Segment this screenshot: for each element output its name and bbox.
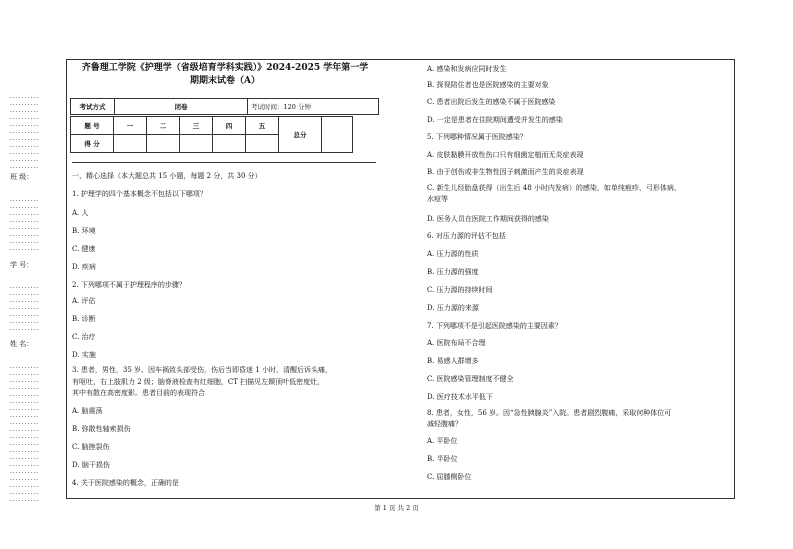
right-question-line: D. 医务人员在医院工作期间获得的感染 xyxy=(427,215,549,223)
left-question-line: D. 疾病 xyxy=(72,263,96,271)
right-question-line: A. 感染和发病应同时发生 xyxy=(427,65,507,73)
right-question-line: B. 易感人群增多 xyxy=(427,357,479,365)
left-question-line: 一、精心选择（本大题总共 15 小题，每题 2 分，共 30 分） xyxy=(72,172,262,180)
page-footer: 第 1 页 共 2 页 xyxy=(374,504,419,512)
exam-form-value: 闭卷 xyxy=(115,99,248,115)
student-id-label: 学 号： xyxy=(10,261,34,269)
exam-time: 考试时间：120 分钟 xyxy=(248,99,379,115)
score-label: 得 分 xyxy=(71,135,114,153)
left-question-line: A. 评估 xyxy=(72,297,96,305)
right-question-line: C. 压力源的持续时间 xyxy=(427,286,493,294)
right-question-line: B. 探视陪住者也是医院感染的主要对象 xyxy=(427,81,549,89)
binding-dots: ·········· ·········· ·········· ·········· ·········· ·········· ·········· ·········· ·········· ·········· ·········· ·········· ·········· ·········· ·········· ·········· ·········· ·········· ·········· ·········· xyxy=(10,365,40,505)
right-question-line: 减轻腹痛？ xyxy=(427,420,462,428)
right-question-line: B. 压力源的强度 xyxy=(427,268,479,276)
right-question-line: D. 医疗技术水平低下 xyxy=(427,393,493,401)
left-question-line: A. 人 xyxy=(72,209,89,217)
question-number-label: 题 号 xyxy=(71,117,114,135)
right-question-line: C. 医院感染管理制度不健全 xyxy=(427,375,514,383)
right-question-line: 7. 下列哪项不是引起医院感染的主要因素？ xyxy=(427,322,562,330)
right-question-line: A. 平卧位 xyxy=(427,437,458,445)
class-label: 班 级： xyxy=(10,173,34,181)
right-question-line: D. 压力源的来源 xyxy=(427,304,479,312)
left-question-line: A. 脑震荡 xyxy=(72,407,103,415)
right-question-column xyxy=(427,0,727,549)
right-question-line: C. 患者出院后发生的感染不属于医院感染 xyxy=(427,98,556,106)
score-header-4: 四 xyxy=(213,117,246,135)
right-question-line: 6. 对压力源的评估不包括 xyxy=(427,232,506,240)
left-question-line: 2. 下列哪项不属于护理程序的步骤？ xyxy=(72,281,186,289)
left-question-line: C. 健康 xyxy=(72,245,96,253)
left-question-line: 1. 护理学的四个基本概念不包括以下哪项？ xyxy=(72,190,207,198)
binding-dots: ·········· ·········· ·········· ·········· ·········· ·········· ·········· ·········· xyxy=(10,198,40,254)
right-question-line: B. 半卧位 xyxy=(427,455,458,463)
left-question-line: B. 诊断 xyxy=(72,315,96,323)
binding-dots: ·········· ·········· ·········· ·········· ·········· ·········· ·········· ·········· ·········· ·········· ·········· xyxy=(10,95,40,172)
left-question-line: 有呕吐，右上肢肌力 2 级；脑脊液检查有红细胞，CT 扫描见左颞顶叶低密度灶， xyxy=(72,378,325,386)
right-question-line: A. 皮肤黏膜开放性伤口只有细菌定植而无炎症表现 xyxy=(427,151,584,159)
left-question-column xyxy=(72,0,382,549)
title-line-1: 齐鲁理工学院《护理学（省级培育学科实践）》2024-2025 学年第一学 xyxy=(81,63,369,73)
score-header-1: 一 xyxy=(114,117,147,135)
left-question-line: C. 治疗 xyxy=(72,333,96,341)
right-question-line: 5. 下列哪种情况属于医院感染？ xyxy=(427,133,527,141)
left-question-line: C. 脑挫裂伤 xyxy=(72,443,110,451)
left-question-line: D. 脑干损伤 xyxy=(72,461,110,469)
left-question-line: 4. 关于医院感染的概念，正确的是 xyxy=(72,479,179,487)
right-question-line: 水痘等 xyxy=(427,195,448,203)
right-question-line: D. 一定是患者在住院期间遭受并发生的感染 xyxy=(427,116,563,124)
left-question-line: 3. 患者，男性，35 岁。因车祸致头部受伤，伤后当即昏迷 1 小时，清醒后诉头痛， xyxy=(72,366,332,374)
name-label: 姓 名： xyxy=(10,340,34,348)
left-question-line: B. 环境 xyxy=(72,227,96,235)
right-question-line: A. 医院布局不合理 xyxy=(427,339,486,347)
right-question-line: C. 屈膝侧卧位 xyxy=(427,473,472,481)
left-question-line: B. 弥散性轴索损伤 xyxy=(72,425,131,433)
title-line-2: 期期末试卷（A） xyxy=(190,76,260,86)
right-question-line: A. 压力源的性质 xyxy=(427,250,479,258)
right-question-line: 8. 患者，女性，56 岁。因“急性胰腺炎”入院。患者剧烈腹痛，采取何种体位可 xyxy=(427,409,672,417)
left-question-line: 其中有散在高密度影。患者目前的表现符合 xyxy=(72,389,205,397)
binding-dots: ·········· ·········· ·········· ·········· ·········· ·········· ·········· xyxy=(10,285,40,334)
total-score-label: 总分 xyxy=(279,117,322,153)
score-header-2: 二 xyxy=(147,117,180,135)
right-question-line: B. 由于创伤或非生物性因子刺激而产生的炎症表现 xyxy=(427,168,584,176)
right-question-line: C. 新生儿经胎盘获得（出生后 48 小时内发病）的感染，如单纯疱疹、弓形体病、 xyxy=(427,184,681,192)
score-header-3: 三 xyxy=(180,117,213,135)
score-header-5: 五 xyxy=(246,117,279,135)
left-question-line: D. 实施 xyxy=(72,351,96,359)
exam-form-label: 考试方式 xyxy=(71,99,115,115)
